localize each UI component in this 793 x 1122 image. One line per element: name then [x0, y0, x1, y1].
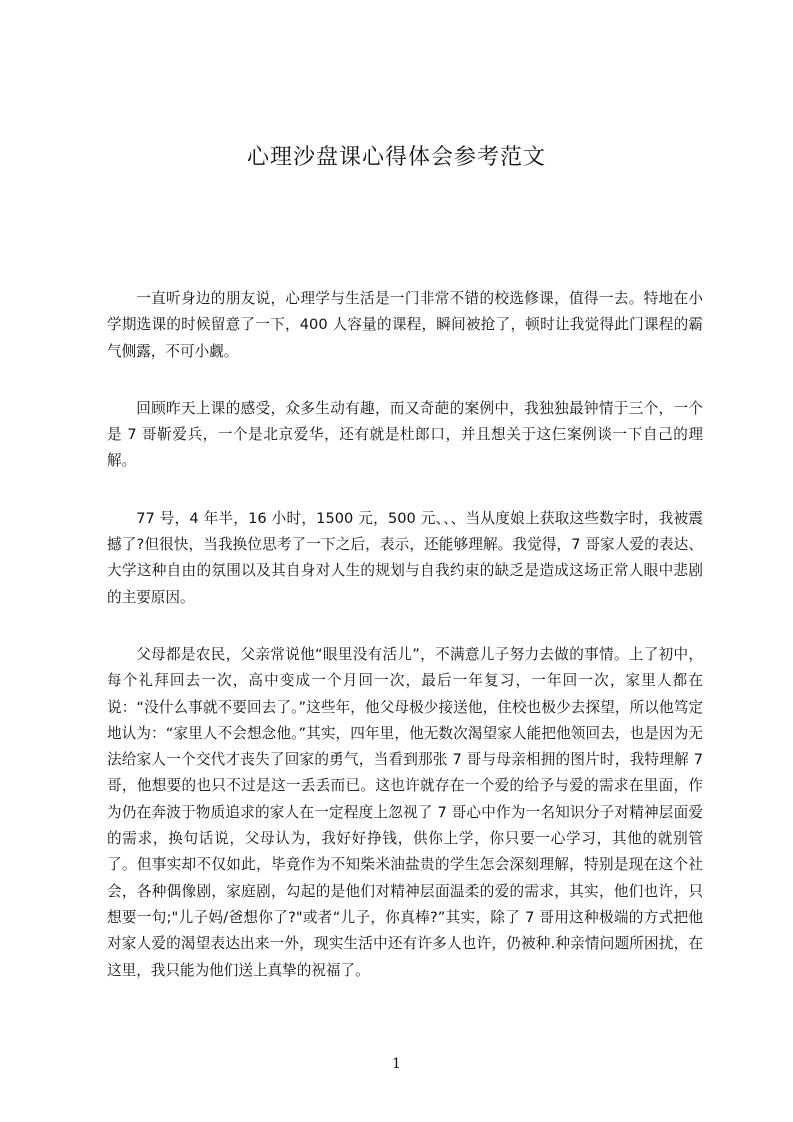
paragraph-1: 一直听身边的朋友说，心理学与生活是一门非常不错的校选修课，值得一去。特地在小学期选课的时候留意了一下，400 人容量的课程，瞬间被抢了，顿时让我觉得此门课程的霸气侧露，不可小觑。 — [107, 290, 703, 360]
page-number: 1 — [392, 1056, 401, 1072]
paragraph-2: 回顾昨天上课的感受，众多生动有趣，而又奇葩的案例中，我独独最钟情于三个，一个是 7 哥靳爱兵，一个是北京爱华，还有就是杜郎口，并且想关于这仨案例谈一下自己的理解。 — [107, 399, 703, 470]
document-body — [107, 286, 703, 1015]
paragraph-3: 77 号，4 年半，16 小时，1500 元，500 元、、、当从度娘上获取这些数字时，我被震撼了?但很快，当我换位思考了一下之后，表示，还能够理解。我觉得，7 哥家人爱的表达、大学这种自由的氛围以及其自身对人生的规划与自我约束的缺乏是造成这场正常人眼中悲剧的主要原因。 — [107, 509, 703, 606]
paragraph-4: 父母都是农民，父亲常说他“眼里没有活儿”，不满意儿子努力去做的事情。上了初中，每个礼拜回去一次，高中变成一个月回一次，最后一年复习，一年回一次，家里人都在说：“没什么事就不要回去了。”这些年，他父母极少接送他，住校也极少去探望，所以他笃定地认为：“家里人不会想念他。”其实，四年里，他无数次渴望家人能把他领回去，也是因为无法给家人一个交代才丧失了回家的勇气，当看到那张 7 哥与母亲相拥的图片时，我特理解 7 哥，他想要的也只不过是这一丢丢而已。这也许就存在一个爱的给予与爱的需求在里面，作为仍在奔波于物质追求的家人在一定程度上忽视了 7 哥心中作为一名知识分子对精神层面爱的需求，换句话说，父母认为，我好好挣钱，供你上学，你只要一心学习，其他的就别管了。但事实却不仅如此，毕竟作为不知柴米油盐贵的学生怎会深刻理解，特别是现在这个社会，各种偶像剧，家庭剧，勾起的是他们对精神层面温柔的爱的需求，其实，他们也许，只想要一句;"儿子妈/爸想你了?"或者“儿子，你真棒?”其实，除了 7 哥用这种极端的方式把他对家人爱的渴望表达出来一外，现实生活中还有许多人也许，仍被种.种亲情问题所困扰，在这里，我只能为他们送上真挚的祝福了。 — [107, 645, 703, 979]
document-title: 心理沙盘课心得体会参考范文 — [246, 145, 546, 170]
